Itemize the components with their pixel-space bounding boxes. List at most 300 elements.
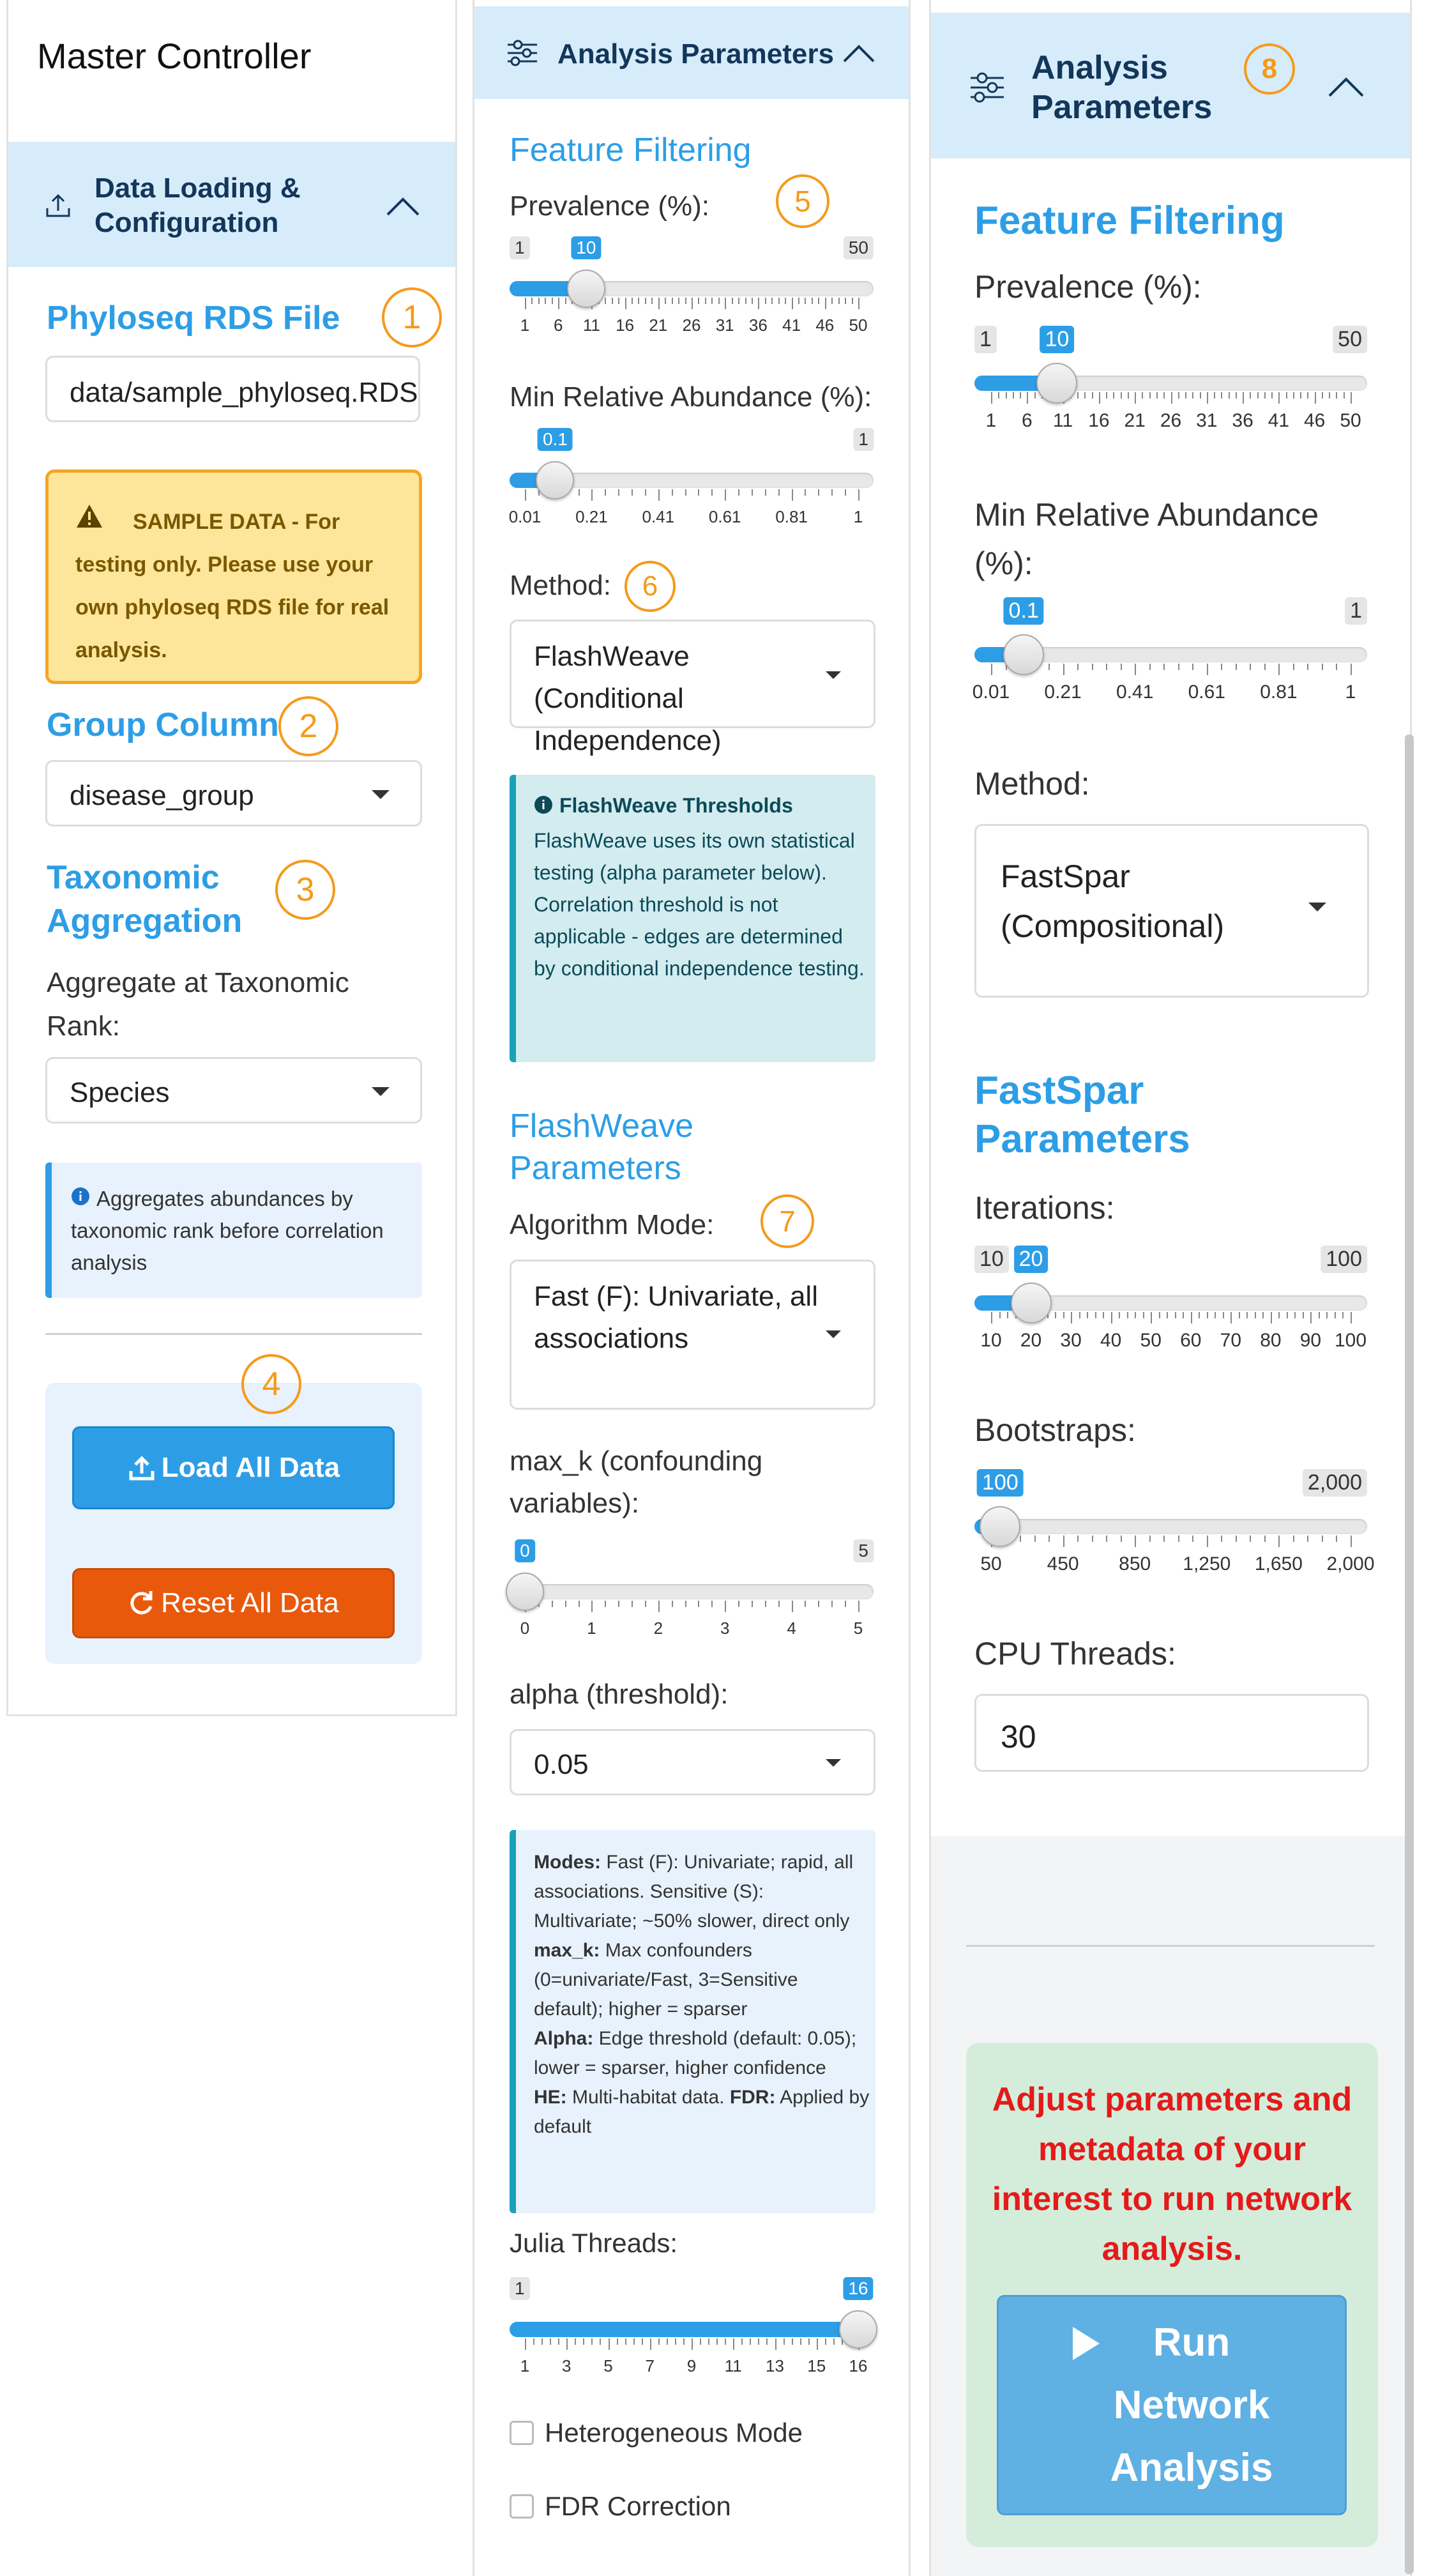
caret-down-icon [372, 790, 390, 799]
slider-tick [1200, 392, 1201, 399]
slider-tick [831, 298, 833, 304]
divider [45, 1333, 422, 1335]
fdr-correction-checkbox[interactable] [510, 2494, 534, 2519]
slider-tick [1307, 1536, 1308, 1542]
slider-tick-label: 15 [807, 2356, 826, 2375]
fdr-note-text: Applied by default [534, 2087, 870, 2137]
slider-tick [531, 298, 533, 304]
slider-tick-label: 1 [1345, 682, 1356, 703]
slider-handle[interactable] [506, 1573, 544, 1611]
slider-tick [538, 298, 540, 304]
info-icon [534, 795, 553, 814]
slider-tick [817, 2338, 818, 2350]
slider-tick-label: 30 [1060, 1330, 1082, 1351]
slider-tick [1084, 392, 1086, 399]
chevron-up-icon[interactable] [842, 43, 876, 64]
fdr-correction-label: FDR Correction [545, 2491, 731, 2521]
heterogeneous-mode-checkbox[interactable] [510, 2421, 534, 2445]
he-note-text: Multi-habitat data. [566, 2087, 730, 2108]
slider-tick-label: 3 [562, 2356, 572, 2375]
slider-tick [591, 1601, 593, 1612]
slider-tick [1178, 1536, 1179, 1542]
slider-tick-label: 100 [1334, 1330, 1367, 1351]
slider-tick [1027, 392, 1028, 404]
slider-tick [583, 2338, 584, 2345]
slider-tick [812, 298, 813, 304]
slider-value-label: 10 [571, 236, 601, 259]
slider-tick [579, 1601, 580, 1607]
slider-tick-label: 41 [782, 316, 801, 335]
slider-tick [1236, 664, 1237, 670]
slider-tick [658, 298, 660, 309]
sample-data-warning [45, 469, 422, 684]
slider-tick [600, 2338, 601, 2345]
slider-tick-label: 0.61 [708, 507, 741, 526]
slider-tick [625, 2338, 626, 2345]
slider-tick [1087, 1312, 1088, 1318]
slider-tick [845, 489, 846, 496]
slider-tick [711, 298, 713, 304]
slider-tick [1099, 392, 1100, 404]
slider-tick-label: 46 [1304, 410, 1326, 431]
slider-tick-label: 7 [645, 2356, 655, 2375]
analysis-parameters-panel-flashweave [473, 0, 911, 2576]
slider-tick-label: 50 [1140, 1330, 1162, 1351]
slider-tick [1151, 1312, 1152, 1323]
heterogeneous-mode-label: Heterogeneous Mode [545, 2418, 803, 2448]
slider-tick [784, 2338, 785, 2345]
slider-tick [792, 298, 793, 309]
slider-tick [858, 489, 859, 501]
slider-tick [752, 489, 753, 496]
slider-value-label: 0.1 [1004, 597, 1044, 625]
slider-tick [1171, 392, 1172, 404]
slider-tick [1351, 1536, 1352, 1547]
slider-tick-label: 0.01 [508, 507, 541, 526]
slider-tick [1336, 1536, 1337, 1542]
slider-tick [1207, 1312, 1208, 1318]
slider-tick-label: 21 [1124, 410, 1146, 431]
slider-tick [785, 298, 786, 304]
slider-tick-label: 16 [1088, 410, 1110, 431]
slider-tick [675, 2338, 676, 2345]
feature-filtering-heading: Feature Filtering [510, 132, 752, 169]
slider-tick [667, 2338, 668, 2345]
slider-tick [858, 298, 859, 309]
group-column-value: disease_group [70, 780, 254, 811]
iterations-label: Iterations: [974, 1190, 1115, 1226]
slider-tick [541, 2338, 543, 2345]
slider-tick [1230, 1312, 1232, 1323]
slider-tick-label: 1 [587, 1619, 596, 1638]
slider-tick [558, 298, 559, 309]
slider-tick [1229, 392, 1230, 399]
slider-tick [638, 298, 639, 304]
slider-tick [579, 489, 580, 496]
slider-tick-label: 80 [1260, 1330, 1282, 1351]
method-select[interactable] [510, 620, 875, 756]
slider-value-label: 100 [977, 1469, 1024, 1497]
slider-tick [658, 1601, 660, 1612]
taxonomic-heading: Taxonomic Aggregation [47, 859, 243, 940]
slider-tick-label: 1 [520, 2356, 530, 2375]
slider-tick [792, 2338, 793, 2345]
slider-tick [1092, 392, 1093, 399]
slider-tick [698, 298, 699, 304]
caret-down-icon [372, 1087, 390, 1096]
chevron-up-icon[interactable] [385, 195, 421, 217]
scrollbar[interactable] [1405, 735, 1414, 2574]
slider-tick [1142, 392, 1143, 399]
slider-tick [575, 2338, 576, 2345]
slider-tick [1264, 1536, 1266, 1542]
tax-rank-label: Aggregate at Taxonomic Rank: [47, 967, 349, 1042]
slider-tick [1307, 392, 1308, 399]
marker-6: 6 [625, 561, 676, 612]
fastspar-parameters-heading: FastSpar Parameters [974, 1069, 1190, 1161]
slider-tick [1055, 1312, 1056, 1318]
slider-tick-label: 31 [715, 316, 734, 335]
slider-min-label: 1 [510, 236, 530, 259]
slider-fill [510, 2322, 858, 2337]
maxk-label: max_k (confounding variables): [510, 1445, 763, 1519]
tax-rank-value: Species [70, 1077, 170, 1108]
sliders-icon [506, 38, 538, 68]
slider-tick [1236, 392, 1237, 399]
sliders-icon [969, 72, 1005, 103]
slider-min-label: 1 [510, 2277, 530, 2300]
tax-rank-select[interactable] [45, 1057, 422, 1124]
slider-tick-label: 50 [1340, 410, 1361, 431]
slider-tick [1143, 1312, 1144, 1318]
slider-tick [765, 298, 766, 304]
slider-tick [725, 1601, 726, 1612]
slider-value-label: 0.1 [538, 428, 573, 451]
slider-handle[interactable] [536, 461, 574, 499]
slider-tick [1342, 1312, 1344, 1318]
slider-tick [825, 2338, 826, 2345]
slider-max-label: 100 [1321, 1246, 1367, 1273]
slider-tick-label: 0.61 [1188, 682, 1225, 703]
slider-value-label: 0 [515, 1539, 535, 1562]
slider-tick [998, 392, 999, 399]
abundance-label: Min Relative Abundance (%): [510, 381, 872, 413]
slider-tick [1215, 1312, 1216, 1318]
slider-tick-label: 0.01 [972, 682, 1010, 703]
slider-tick-label: 0 [520, 1619, 530, 1638]
cpu-threads-input[interactable]: 30 [974, 1694, 1369, 1772]
slider-tick-label: 1 [520, 316, 530, 335]
slider-tick [838, 298, 840, 304]
feature-filtering-heading: Feature Filtering [974, 199, 1285, 243]
slider-tick-label: 9 [686, 2356, 697, 2375]
slider-tick [1106, 1536, 1107, 1542]
slider-tick [858, 1601, 859, 1612]
slider-tick [1092, 664, 1093, 670]
slider-handle[interactable] [1011, 1283, 1052, 1323]
chevron-up-icon[interactable] [1327, 75, 1365, 98]
slider-handle[interactable] [1003, 634, 1044, 675]
slider-tick [1250, 664, 1251, 670]
slider-tick [1344, 392, 1345, 399]
slider-tick [685, 1601, 686, 1607]
slider-tick [1178, 392, 1179, 399]
slider-tick [692, 2338, 693, 2350]
slider-tick [1007, 1312, 1008, 1318]
slider-tick [1127, 1312, 1128, 1318]
slider-tick [1264, 664, 1266, 670]
slider-tick [818, 298, 819, 304]
modes-info-box [510, 1830, 875, 2213]
slider-tick [645, 298, 646, 304]
modes-info-text [534, 1848, 872, 2142]
slider-track[interactable] [974, 1519, 1367, 1534]
slider-tick-label: 10 [980, 1330, 1002, 1351]
slider-tick [1271, 1312, 1272, 1323]
alpha-note-text: Edge threshold (default: 0.05); lower = sparser, higher confidence [534, 2028, 857, 2078]
slider-tick [650, 2338, 651, 2350]
slider-tick [1278, 392, 1280, 404]
slider-tick [685, 489, 686, 496]
slider-tick [778, 298, 780, 304]
slider-tick [632, 298, 633, 304]
slider-tick [533, 2338, 534, 2345]
slider-tick-label: 90 [1299, 1330, 1322, 1351]
slider-tick [800, 2338, 801, 2345]
slider-tick [1077, 392, 1079, 399]
flashweave-threshold-info [510, 775, 875, 1062]
slider-tick [738, 298, 739, 304]
slider-handle[interactable] [1036, 363, 1077, 404]
slider-tick [632, 489, 633, 496]
slider-tick [716, 2338, 718, 2345]
slider-tick [1095, 1312, 1096, 1318]
alpha-value: 0.05 [534, 1749, 589, 1780]
load-button-label: Load All Data [161, 1452, 340, 1483]
slider-tick [591, 489, 593, 501]
slider-tick [1178, 664, 1179, 670]
panel-title: Master Controller [37, 36, 312, 76]
run-network-analysis-button[interactable] [997, 2295, 1347, 2515]
slider-tick [552, 1601, 553, 1607]
slider-tick [1149, 1536, 1151, 1542]
group-column-select[interactable] [45, 760, 422, 827]
slider-max-label: 5 [853, 1539, 874, 1562]
slider-tick [665, 298, 666, 304]
slider-tick-label: 1,250 [1183, 1553, 1231, 1574]
slider-tick [1071, 1312, 1072, 1323]
slider-tick [642, 2338, 643, 2345]
slider-tick [1159, 1312, 1160, 1318]
slider-tick-label: 0.41 [642, 507, 675, 526]
slider-tick-label: 3 [720, 1619, 730, 1638]
slider-tick [1243, 392, 1244, 404]
phyloseq-heading: Phyloseq RDS File [47, 300, 340, 337]
slider-tick-label: 36 [748, 316, 768, 335]
slider-track[interactable] [510, 1584, 874, 1599]
slider-tick [852, 298, 853, 304]
slider-tick [1175, 1312, 1176, 1318]
load-all-data-button[interactable] [72, 1426, 395, 1509]
slider-tick [752, 298, 753, 304]
slider-tick [1221, 392, 1222, 399]
slider-tick [831, 1601, 833, 1607]
method-value: FlashWeave (Conditional Independence) [534, 641, 722, 756]
slider-tick [1300, 392, 1301, 399]
slider-tick [718, 298, 720, 304]
slider-tick [1336, 664, 1337, 670]
slider-tick [1121, 664, 1122, 670]
slider-tick-label: 13 [766, 2356, 784, 2375]
slider-tick [678, 298, 679, 304]
maxk-note-label: max_k: [534, 1940, 600, 1961]
slider-tick-label: 70 [1220, 1330, 1242, 1351]
slider-tick [1149, 392, 1151, 399]
phyloseq-file-input[interactable]: data/sample_phyloseq.RDS [45, 356, 420, 422]
slider-tick [752, 1601, 753, 1607]
slider-tick [1135, 664, 1136, 675]
data-loading-header[interactable] [8, 142, 455, 267]
slider-tick [1236, 1536, 1237, 1542]
slider-tick-label: 0.21 [1044, 682, 1082, 703]
slider-tick [1293, 664, 1294, 670]
slider-tick [845, 298, 846, 304]
slider-tick [1351, 664, 1352, 675]
slider-max-label: 1 [1345, 597, 1367, 625]
slider-tick [1049, 664, 1050, 670]
analysis-parameters-header[interactable] [931, 13, 1410, 158]
slider-tick-label: 11 [1053, 410, 1073, 431]
he-note-label: HE: [534, 2087, 567, 2108]
modes-text: Fast (F): Univariate; rapid, all associations. Sensitive (S): Multivariate; ~50% slower, direct only [534, 1852, 854, 1932]
slider-tick [609, 2338, 610, 2350]
cpu-threads-label: CPU Threads: [974, 1636, 1176, 1672]
slider-tick [1307, 664, 1308, 670]
slider-min-label: 1 [974, 326, 997, 353]
slider-tick [1163, 664, 1165, 670]
slider-tick [1351, 1312, 1352, 1323]
maxk-note-text: Max confounders (0=univariate/Fast, 3=Sensitive default); higher = sparser [534, 1940, 798, 2020]
slider-tick [658, 489, 660, 501]
slider-tick [1135, 1312, 1136, 1318]
slider-tick [1191, 1312, 1192, 1323]
slider-tick [672, 298, 673, 304]
slider-tick [525, 298, 526, 309]
method-select[interactable] [974, 824, 1369, 998]
analysis-parameters-panel-fastspar [929, 0, 1412, 2576]
slider-tick [818, 1601, 819, 1607]
slider-value-label: 10 [1040, 326, 1074, 353]
slider-tick [605, 298, 606, 304]
slider-tick [1167, 1312, 1168, 1318]
slider-tick [1322, 664, 1323, 670]
slider-tick [1239, 1312, 1240, 1318]
prevalence-label: Prevalence (%): [510, 190, 710, 222]
caret-down-icon [826, 1330, 841, 1338]
slider-tick [1293, 1536, 1294, 1542]
flashweave-info-title: FlashWeave Thresholds [559, 794, 793, 817]
slider-tick [708, 2338, 709, 2345]
slider-tick-label: 1,650 [1254, 1553, 1303, 1574]
slider-tick [1329, 392, 1330, 399]
slider-tick-label: 6 [1021, 410, 1033, 431]
slider-tick [725, 298, 726, 309]
slider-tick [1163, 392, 1165, 399]
slider-tick [1128, 392, 1129, 399]
alpha-select[interactable] [510, 1729, 875, 1795]
analysis-parameters-title: Analysis Parameters [1031, 49, 1213, 126]
slider-handle[interactable] [839, 2310, 877, 2349]
slider-handle[interactable] [980, 1506, 1020, 1547]
slider-tick-label: 2 [653, 1619, 663, 1638]
upload-icon [43, 190, 73, 220]
analysis-parameters-header[interactable] [474, 6, 909, 99]
slider-tick [1326, 1312, 1328, 1318]
slider-tick [725, 2338, 726, 2345]
slider-tick [792, 1601, 793, 1612]
method-label: Method: [974, 766, 1090, 802]
slider-tick [632, 1601, 633, 1607]
marker-2: 2 [278, 696, 338, 756]
analysis-parameters-title: Analysis Parameters [557, 38, 834, 70]
slider-tick [778, 489, 780, 496]
slider-tick [591, 2338, 593, 2345]
slider-tick [999, 1312, 1001, 1318]
slider-tick [845, 1601, 846, 1607]
slider-tick [775, 2338, 776, 2350]
slider-tick [550, 2338, 551, 2345]
caret-down-icon [826, 1759, 841, 1767]
slider-tick [1079, 1312, 1080, 1318]
slider-tick-label: 11 [582, 316, 600, 335]
slider-tick [1192, 392, 1193, 399]
reset-button-label: Reset All Data [161, 1587, 339, 1619]
slider-tick [1221, 664, 1222, 670]
slider-tick-label: 0.41 [1116, 682, 1154, 703]
slider-tick [1287, 1312, 1288, 1318]
flashweave-parameters-heading: FlashWeave Parameters [510, 1108, 694, 1187]
slider-tick [1149, 664, 1151, 670]
slider-tick [525, 2338, 526, 2350]
divider [966, 1945, 1375, 1947]
marker-1: 1 [382, 287, 442, 347]
slider-tick-label: 850 [1119, 1553, 1151, 1574]
algorithm-mode-label: Algorithm Mode: [510, 1209, 715, 1240]
slider-tick [798, 298, 799, 304]
slider-tick-label: 41 [1268, 410, 1290, 431]
slider-tick [1113, 392, 1114, 399]
slider-tick [645, 489, 646, 496]
slider-tick [750, 2338, 751, 2345]
slider-tick [1063, 1536, 1064, 1547]
fdr-note-label: FDR: [729, 2087, 776, 2108]
method-label: Method: [510, 570, 611, 601]
algorithm-mode-value: Fast (F): Univariate, all associations [534, 1281, 818, 1354]
reset-all-data-button[interactable] [72, 1568, 395, 1638]
slider-tick [765, 489, 766, 496]
slider-tick [1013, 392, 1014, 399]
play-icon [1070, 2326, 1101, 2361]
bootstraps-label: Bootstraps: [974, 1412, 1136, 1448]
slider-tick [1207, 1536, 1208, 1547]
algorithm-mode-select[interactable] [510, 1260, 875, 1410]
slider-tick [1063, 664, 1064, 675]
slider-tick [618, 1601, 619, 1607]
slider-tick-label: 6 [553, 316, 563, 335]
slider-handle[interactable] [567, 270, 605, 308]
slider-tick [725, 489, 726, 501]
slider-tick [545, 298, 546, 304]
